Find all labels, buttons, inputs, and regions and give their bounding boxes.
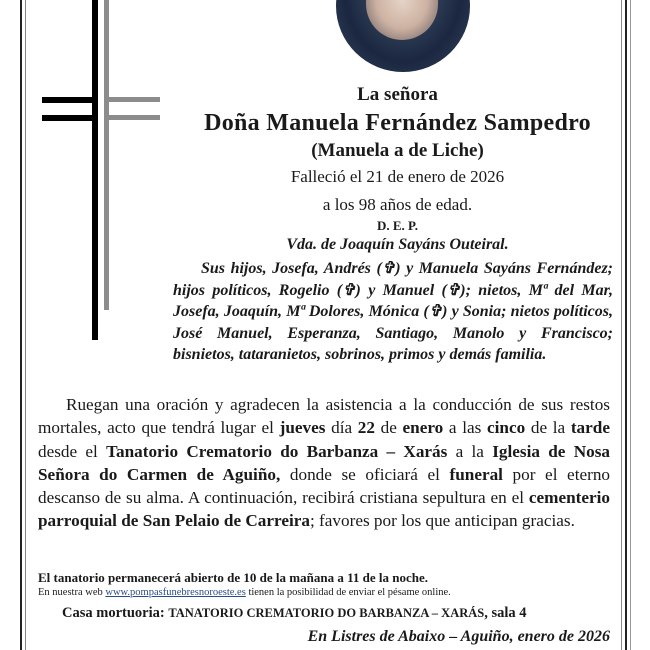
border-right-edge (630, 0, 631, 650)
deceased-name: Doña Manuela Fernández Sampedro (204, 110, 591, 136)
opening-hours: El tanatorio permanecerá abierto de 10 de la mañana a 11 de la noche. (38, 570, 428, 585)
border-left-outer (20, 0, 22, 650)
website-link[interactable]: www.pompasfunebresnoroeste.es (105, 587, 246, 598)
family-list: Sus hijos, Josefa, Andrés (✞) y Manuela Sayáns Fernández; hijos políticos, Rogelio (✞) y Manuel (✞); nietos, Mª del Mar, Josefa, Joaquín, Mª Dolores, Mónica (✞) y Sonia; nietos políticos, José Manuel, Esperanza, Santiago, Manolo y Francisco; bisnietos, tataranietos, sobrinos, primos y demás familia. (173, 260, 613, 364)
title-prefix: La señora (357, 84, 438, 105)
cross-gray-bar-top (104, 97, 160, 102)
cross-black-bar-top (42, 97, 94, 103)
web-note: En nuestra web www.pompasfunebresnoroeste.es tienen la posibilidad de enviar el pésame online. (38, 587, 451, 598)
dep: D. E. P. (376, 218, 419, 233)
deceased-alias: (Manuela a de Liche) (311, 140, 484, 161)
death-date: Falleció el 21 de enero de 2026 (290, 167, 505, 186)
border-right-outer (625, 0, 627, 650)
cross-gray-bar-bottom (104, 115, 160, 120)
casa-mortuoria: Casa mortuoria: TANATORIO CREMATORIO DO BARBANZA – XARÁS, sala 4 (62, 605, 527, 621)
cross-black-bar-bottom (42, 115, 98, 121)
age: a los 98 años de edad. (322, 195, 473, 214)
funeral-announcement: Ruegan una oración y agradecen la asistencia a la conducción de sus restos mortales, acto que tendrá lugar el jueves día 22 de enero a las cinco de la tarde desde el Tanatorio Crematorio do Barbanza – Xarás a la Iglesia de Nosa Señora do Carmen de Aguiño, donde se oficiará el funeral por el eterno descanso de su alma. A continuación, recibirá cristiana sepultura en el cementerio parroquial de San Pelaio de Carreira; favores por los que anticipan gracias. (38, 395, 611, 531)
location-date: En Listres de Abaixo – Aguiño, enero de 2026 (307, 628, 610, 645)
cross-black-vertical (92, 0, 98, 340)
widow-of: Vda. de Joaquín Sayáns Outeiral. (286, 236, 509, 253)
border-left-inner (25, 0, 26, 650)
cross-gray-vertical (104, 0, 109, 310)
